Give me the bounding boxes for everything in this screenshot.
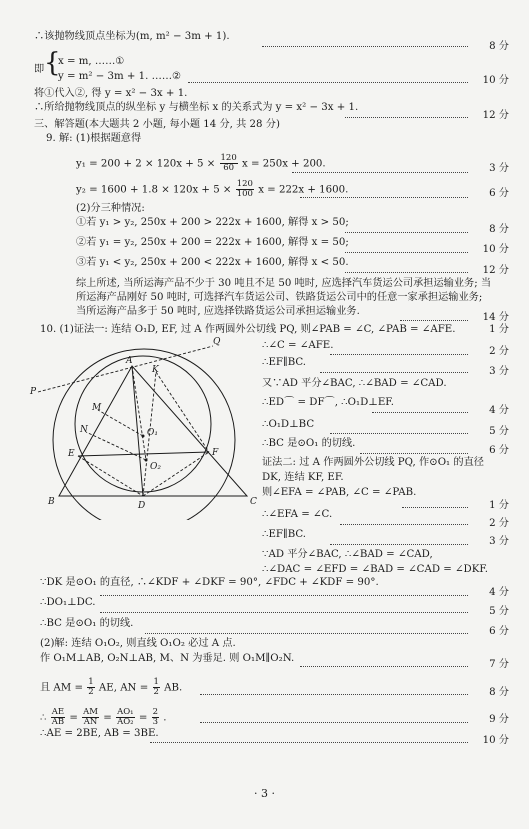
section-title: 三、解答题(本大题共 2 小题, 每小题 14 分, 共 28 分) bbox=[34, 119, 280, 130]
text-line: ∴BC 是⊙O₁ 的切线. bbox=[40, 618, 134, 629]
label-p: P bbox=[30, 387, 37, 397]
dot-leader bbox=[145, 633, 468, 634]
dot-leader bbox=[300, 666, 468, 667]
page-number: · 3 · bbox=[254, 787, 275, 800]
score: 12 分 bbox=[482, 110, 509, 121]
label-e: E bbox=[68, 449, 75, 459]
score: 1 分 bbox=[489, 500, 509, 511]
score: 8 分 bbox=[489, 224, 509, 235]
text-line: ∴DO₁⊥DC. bbox=[40, 597, 96, 608]
score: 7 分 bbox=[489, 659, 509, 670]
score: 10 分 bbox=[482, 75, 509, 86]
score: 2 分 bbox=[489, 346, 509, 357]
text-line: ∴ED⌒ = DF⌒, ∴O₁D⊥EF. bbox=[262, 397, 395, 408]
segment-df bbox=[143, 452, 209, 496]
text-line: y = m² − 3m + 1. ……② bbox=[58, 71, 182, 82]
text-line: 所运海产品刚好 50 吨时, 可选择汽车货运公司、铁路货运公司中的任意一家承担运输业务; bbox=[76, 292, 483, 303]
text-line: 综上所述, 当所运海产品不少于 30 吨且不足 50 吨时, 应选择汽车货运公司承担运输业务; 当 bbox=[76, 278, 492, 289]
equation-line: ∴ $\frac{AE}{AB}$ = $\frac{AM}{AN}$ = $\frac{\text{AO₁}}{\text{AO₂}}$ = $\frac{2}{3}$ . bbox=[40, 707, 167, 727]
score: 12 分 bbox=[482, 265, 509, 276]
text-line: ∴BC 是⊙O₁ 的切线. bbox=[262, 438, 356, 449]
dot-leader bbox=[345, 272, 468, 273]
text-line: (2)分三种情况: bbox=[76, 203, 145, 214]
center-o2-dot bbox=[145, 459, 148, 462]
dot-leader bbox=[188, 82, 468, 83]
equation-line: y₁ = 200 + 2 × 120x + 5 × $\frac{120}{60}$ x = 250x + 200. bbox=[76, 153, 326, 173]
dot-leader bbox=[345, 252, 468, 253]
text-line: ∴所给抛物线顶点的纵坐标 y 与横坐标 x 的关系式为 y = x² − 3x + 1. bbox=[34, 102, 359, 113]
brace: { bbox=[44, 48, 61, 78]
score: 6 分 bbox=[489, 188, 509, 199]
text-line: ∵AD 平分∠BAC, ∴∠BAD = ∠CAD, bbox=[262, 549, 433, 560]
text-line: ∴O₁D⊥BC bbox=[262, 419, 315, 430]
question-title: 10. (1)证法一: 连结 O₁D, EF, 过 A 作两圆外公切线 PQ, 则∠PAB = ∠C, ∠PAB = ∠AFE. bbox=[40, 324, 456, 335]
line-ef bbox=[78, 452, 209, 456]
score: 5 分 bbox=[489, 426, 509, 437]
dot-leader bbox=[292, 172, 468, 173]
dot-leader bbox=[345, 232, 468, 233]
dot-leader bbox=[402, 507, 468, 508]
dot-leader bbox=[330, 544, 468, 545]
dot-leader bbox=[200, 694, 468, 695]
text-line: ②若 y₁ = y₂, 250x + 200 = 222x + 1600, 解得 x = 50; bbox=[76, 237, 349, 248]
score: 3 分 bbox=[489, 536, 509, 547]
label-f: F bbox=[212, 448, 219, 458]
text-line: ∵DK 是⊙O₁ 的直径, ∴∠KDF + ∠DKF = 90°, ∠FDC + ∠KDF = 90°. bbox=[40, 577, 379, 588]
score: 6 分 bbox=[489, 445, 509, 456]
text-line: ③若 y₁ < y₂, 250x + 200 < 222x + 1600, 解得 x < 50. bbox=[76, 257, 349, 268]
text-line: 将①代入②, 得 y = x² − 3x + 1. bbox=[34, 88, 188, 99]
text-line: x = m, ……① bbox=[58, 56, 125, 67]
score: 10 分 bbox=[482, 735, 509, 746]
score: 9 分 bbox=[489, 714, 509, 725]
dot-leader bbox=[345, 117, 468, 118]
text-line: (2)解: 连结 O₁O₂, 则直线 O₁O₂ 必过 A 点. bbox=[40, 638, 236, 649]
score: 4 分 bbox=[489, 587, 509, 598]
dot-leader bbox=[200, 722, 468, 723]
score: 14 分 bbox=[482, 312, 509, 323]
text-line: ①若 y₁ > y₂, 250x + 200 > 222x + 1600, 解得 x > 50; bbox=[76, 217, 349, 228]
segment-ed bbox=[78, 456, 143, 496]
dot-leader bbox=[150, 742, 468, 743]
dot-leader bbox=[400, 320, 468, 321]
label-q: Q bbox=[213, 337, 221, 347]
geometry-figure bbox=[28, 332, 273, 520]
text-line: 又∵AD 平分∠BAC, ∴∠BAD = ∠CAD. bbox=[262, 378, 447, 389]
score: 6 分 bbox=[489, 626, 509, 637]
score: 4 分 bbox=[489, 405, 509, 416]
dot-leader bbox=[330, 433, 468, 434]
label-m: M bbox=[92, 403, 102, 413]
equation-line: 且 AM = $\frac{1}{2}$ AE, AN = $\frac{1}{2}$ AB. bbox=[40, 677, 183, 697]
label-n: N bbox=[80, 425, 88, 435]
text-line: 当所运海产品多于 50 吨时, 应选择铁路货运公司承担运输业务. bbox=[76, 306, 360, 317]
label-o1: O₁ bbox=[147, 428, 158, 438]
text-line: 作 O₁M⊥AB, O₂N⊥AB, M、N 为垂足. 则 O₁M∥O₂N. bbox=[40, 653, 295, 664]
dot-leader bbox=[262, 46, 468, 47]
center-o1-dot bbox=[142, 435, 145, 438]
tangent-pq bbox=[38, 346, 213, 392]
score: 8 分 bbox=[489, 41, 509, 52]
label-k: K bbox=[152, 365, 159, 375]
score: 2 分 bbox=[489, 518, 509, 529]
text-line: DK, 连结 KF, EF. bbox=[262, 472, 344, 483]
text-line: ∴EF∥BC. bbox=[262, 529, 307, 540]
text-line: 证法二: 过 A 作两圆外公切线 PQ, 作⊙O₁ 的直径 bbox=[262, 457, 484, 468]
dot-leader bbox=[372, 412, 468, 413]
label-o2: O₂ bbox=[150, 462, 161, 472]
text-line: ∴∠EFA = ∠C. bbox=[262, 509, 333, 520]
dot-leader bbox=[330, 354, 468, 355]
text-line: ∴∠C = ∠AFE. bbox=[262, 340, 334, 351]
text-line: ∴∠DAC = ∠EFD = ∠BAD = ∠CAD = ∠DKF. bbox=[262, 564, 489, 575]
score: 5 分 bbox=[489, 606, 509, 617]
segment-kf bbox=[156, 372, 209, 452]
text-line: ∴AE = 2BE, AB = 3BE. bbox=[40, 728, 159, 739]
label-c: C bbox=[250, 497, 257, 507]
dot-leader bbox=[100, 612, 468, 613]
label-d: D bbox=[138, 501, 146, 511]
score: 3 分 bbox=[489, 163, 509, 174]
text-line: ∴该抛物线顶点坐标为(m, m² − 3m + 1). bbox=[34, 31, 230, 42]
dot-leader bbox=[100, 595, 468, 596]
text-line: 即 bbox=[34, 64, 45, 75]
dot-leader bbox=[320, 372, 468, 373]
score: 10 分 bbox=[482, 244, 509, 255]
label-a: A bbox=[126, 356, 133, 366]
score: 3 分 bbox=[489, 366, 509, 377]
text-line: ∴EF∥BC. bbox=[262, 357, 307, 368]
label-b: B bbox=[48, 497, 55, 507]
question-title: 9. 解: (1)根据题意得 bbox=[46, 133, 142, 144]
dot-leader bbox=[360, 453, 468, 454]
equation-line: y₂ = 1600 + 1.8 × 120x + 5 × $\frac{120}{100}$ x = 222x + 1600. bbox=[76, 179, 349, 199]
score: 8 分 bbox=[489, 687, 509, 698]
dot-leader bbox=[300, 197, 468, 198]
dot-leader bbox=[340, 524, 468, 525]
score: 1 分 bbox=[489, 324, 509, 335]
text-line: 则∠EFA = ∠PAB, ∠C = ∠PAB. bbox=[262, 487, 417, 498]
